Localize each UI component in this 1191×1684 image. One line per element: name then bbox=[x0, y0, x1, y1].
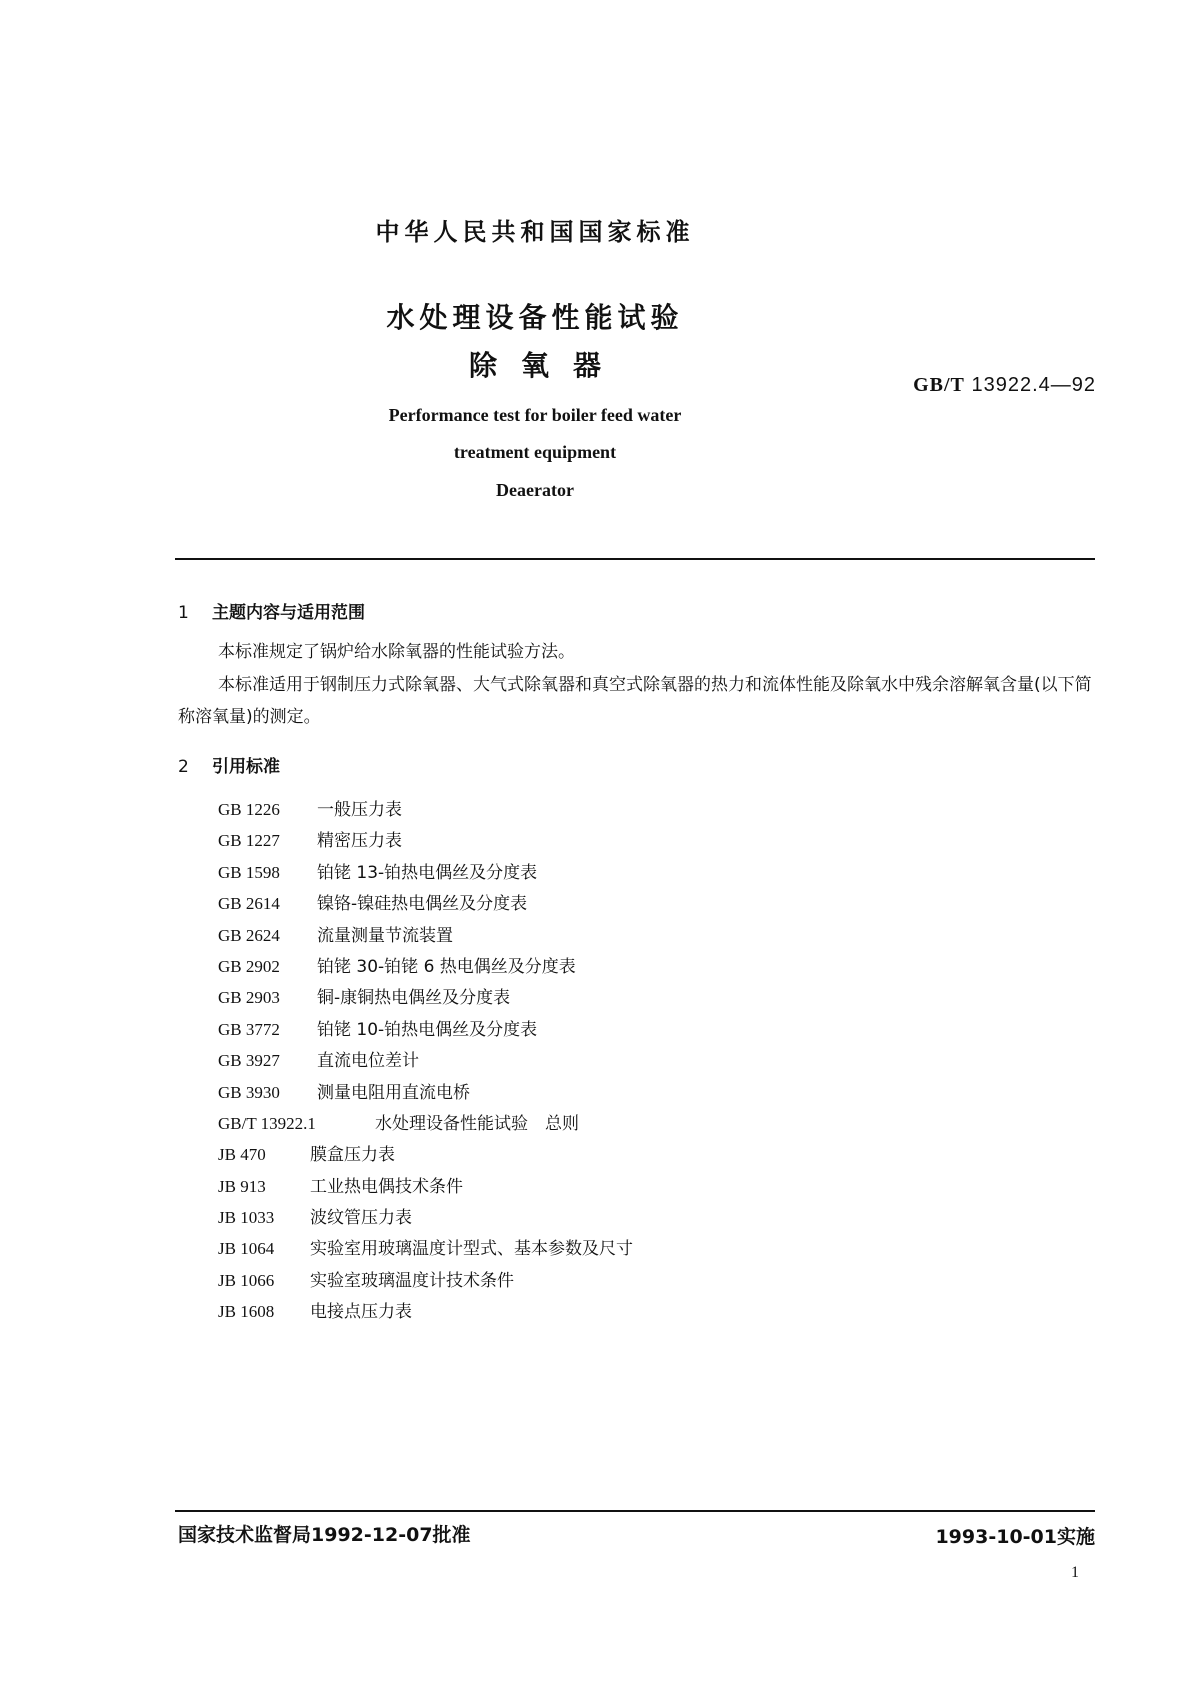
list-item bbox=[218, 1202, 633, 1233]
list-item bbox=[218, 857, 633, 888]
english-title-line1: Performance test for boiler feed water bbox=[388, 405, 682, 425]
reference-code: JB 1608 bbox=[218, 1302, 275, 1322]
reference-title: 波纹管压力表 bbox=[310, 1208, 412, 1229]
list-item bbox=[218, 1139, 633, 1170]
reference-code: GB 1226 bbox=[218, 800, 280, 819]
reference-title: 铜-康铜热电偶丝及分度表 bbox=[317, 988, 511, 1009]
reference-code: GB 3930 bbox=[218, 1082, 280, 1102]
national-standard-heading: 中华人民共和国国家标准 bbox=[375, 218, 695, 246]
section-2-heading bbox=[178, 752, 280, 777]
english-title-line3: Deaerator bbox=[496, 480, 574, 500]
reference-code: JB 913 bbox=[218, 1176, 266, 1196]
list-item bbox=[218, 951, 633, 982]
effective-date: 1993-10-01实施 bbox=[935, 1526, 1095, 1548]
header-divider bbox=[175, 558, 1095, 560]
reference-title: 水处理设备性能试验 总则 bbox=[375, 1113, 579, 1134]
approval-line: 国家技术监督局1992-12-07批准 bbox=[178, 1524, 471, 1546]
reference-code: GB 1227 bbox=[218, 831, 280, 851]
reference-code: GB 2624 bbox=[218, 925, 280, 945]
list-item bbox=[218, 825, 633, 856]
list-item bbox=[218, 1077, 633, 1108]
chinese-title-line2: 除氧器 bbox=[468, 349, 625, 382]
reference-code: GB 1598 bbox=[218, 862, 280, 882]
reference-title: 工业热电偶技术条件 bbox=[310, 1176, 463, 1197]
reference-title: 电接点压力表 bbox=[310, 1302, 412, 1323]
reference-code: JB 470 bbox=[218, 1145, 266, 1165]
reference-code: GB 2614 bbox=[218, 894, 280, 914]
list-item bbox=[218, 794, 633, 825]
section-1-paragraph-1: 本标准规定了锅炉给水除氧器的性能试验方法。 bbox=[218, 642, 575, 662]
reference-code: GB 3927 bbox=[218, 1051, 280, 1071]
page-number: 1 bbox=[1071, 1564, 1079, 1581]
list-item bbox=[218, 1045, 633, 1076]
section-1-heading bbox=[178, 598, 365, 623]
reference-code: JB 1064 bbox=[218, 1239, 275, 1259]
reference-list bbox=[218, 794, 633, 1328]
section-1-number: 1 bbox=[178, 603, 189, 623]
section-1-title: 主题内容与适用范围 bbox=[212, 603, 365, 623]
standard-code bbox=[913, 374, 1096, 397]
list-item bbox=[218, 1171, 633, 1202]
reference-title: 直流电位差计 bbox=[317, 1051, 419, 1072]
standard-code-prefix: GB/T bbox=[913, 374, 965, 396]
reference-code: GB/T 13922.1 bbox=[218, 1113, 316, 1133]
list-item bbox=[218, 1108, 633, 1139]
reference-code: JB 1033 bbox=[218, 1208, 275, 1228]
section-2-number: 2 bbox=[178, 757, 189, 777]
list-item bbox=[218, 888, 633, 919]
reference-code: JB 1066 bbox=[218, 1270, 275, 1290]
list-item bbox=[218, 920, 633, 951]
section-2-title: 引用标准 bbox=[212, 757, 280, 777]
list-item bbox=[218, 1265, 633, 1296]
reference-title: 铂铑 30-铂铑 6 热电偶丝及分度表 bbox=[317, 956, 576, 977]
reference-title: 铂铑 10-铂热电偶丝及分度表 bbox=[317, 1019, 538, 1040]
reference-title: 实验室玻璃温度计技术条件 bbox=[310, 1270, 514, 1291]
section-1-paragraph-2: 本标准适用于钢制压力式除氧器、大气式除氧器和真空式除氧器的热力和流体性能及除氧水中残余溶解氧含量(以下简称溶氧量)的测定。 bbox=[178, 675, 1092, 727]
list-item bbox=[218, 1014, 633, 1045]
reference-title: 镍铬-镍硅热电偶丝及分度表 bbox=[317, 894, 528, 915]
reference-title: 膜盒压力表 bbox=[310, 1145, 395, 1166]
reference-title: 一般压力表 bbox=[317, 800, 402, 820]
reference-code: GB 2903 bbox=[218, 988, 280, 1008]
list-item bbox=[218, 1233, 633, 1264]
reference-title: 实验室用玻璃温度计型式、基本参数及尺寸 bbox=[310, 1239, 633, 1260]
reference-title: 精密压力表 bbox=[317, 831, 402, 852]
english-title-line2: treatment equipment bbox=[453, 442, 617, 462]
list-item bbox=[218, 1296, 633, 1327]
reference-title: 测量电阻用直流电桥 bbox=[317, 1082, 470, 1103]
reference-code: GB 3772 bbox=[218, 1019, 280, 1039]
standard-code-number: 13922.4—92 bbox=[971, 374, 1096, 396]
footer-divider bbox=[175, 1510, 1095, 1512]
chinese-title-line1: 水处理设备性能试验 bbox=[386, 301, 684, 334]
list-item bbox=[218, 982, 633, 1013]
reference-code: GB 2902 bbox=[218, 956, 280, 976]
reference-title: 流量测量节流装置 bbox=[317, 925, 453, 946]
reference-title: 铂铑 13-铂热电偶丝及分度表 bbox=[317, 862, 538, 883]
